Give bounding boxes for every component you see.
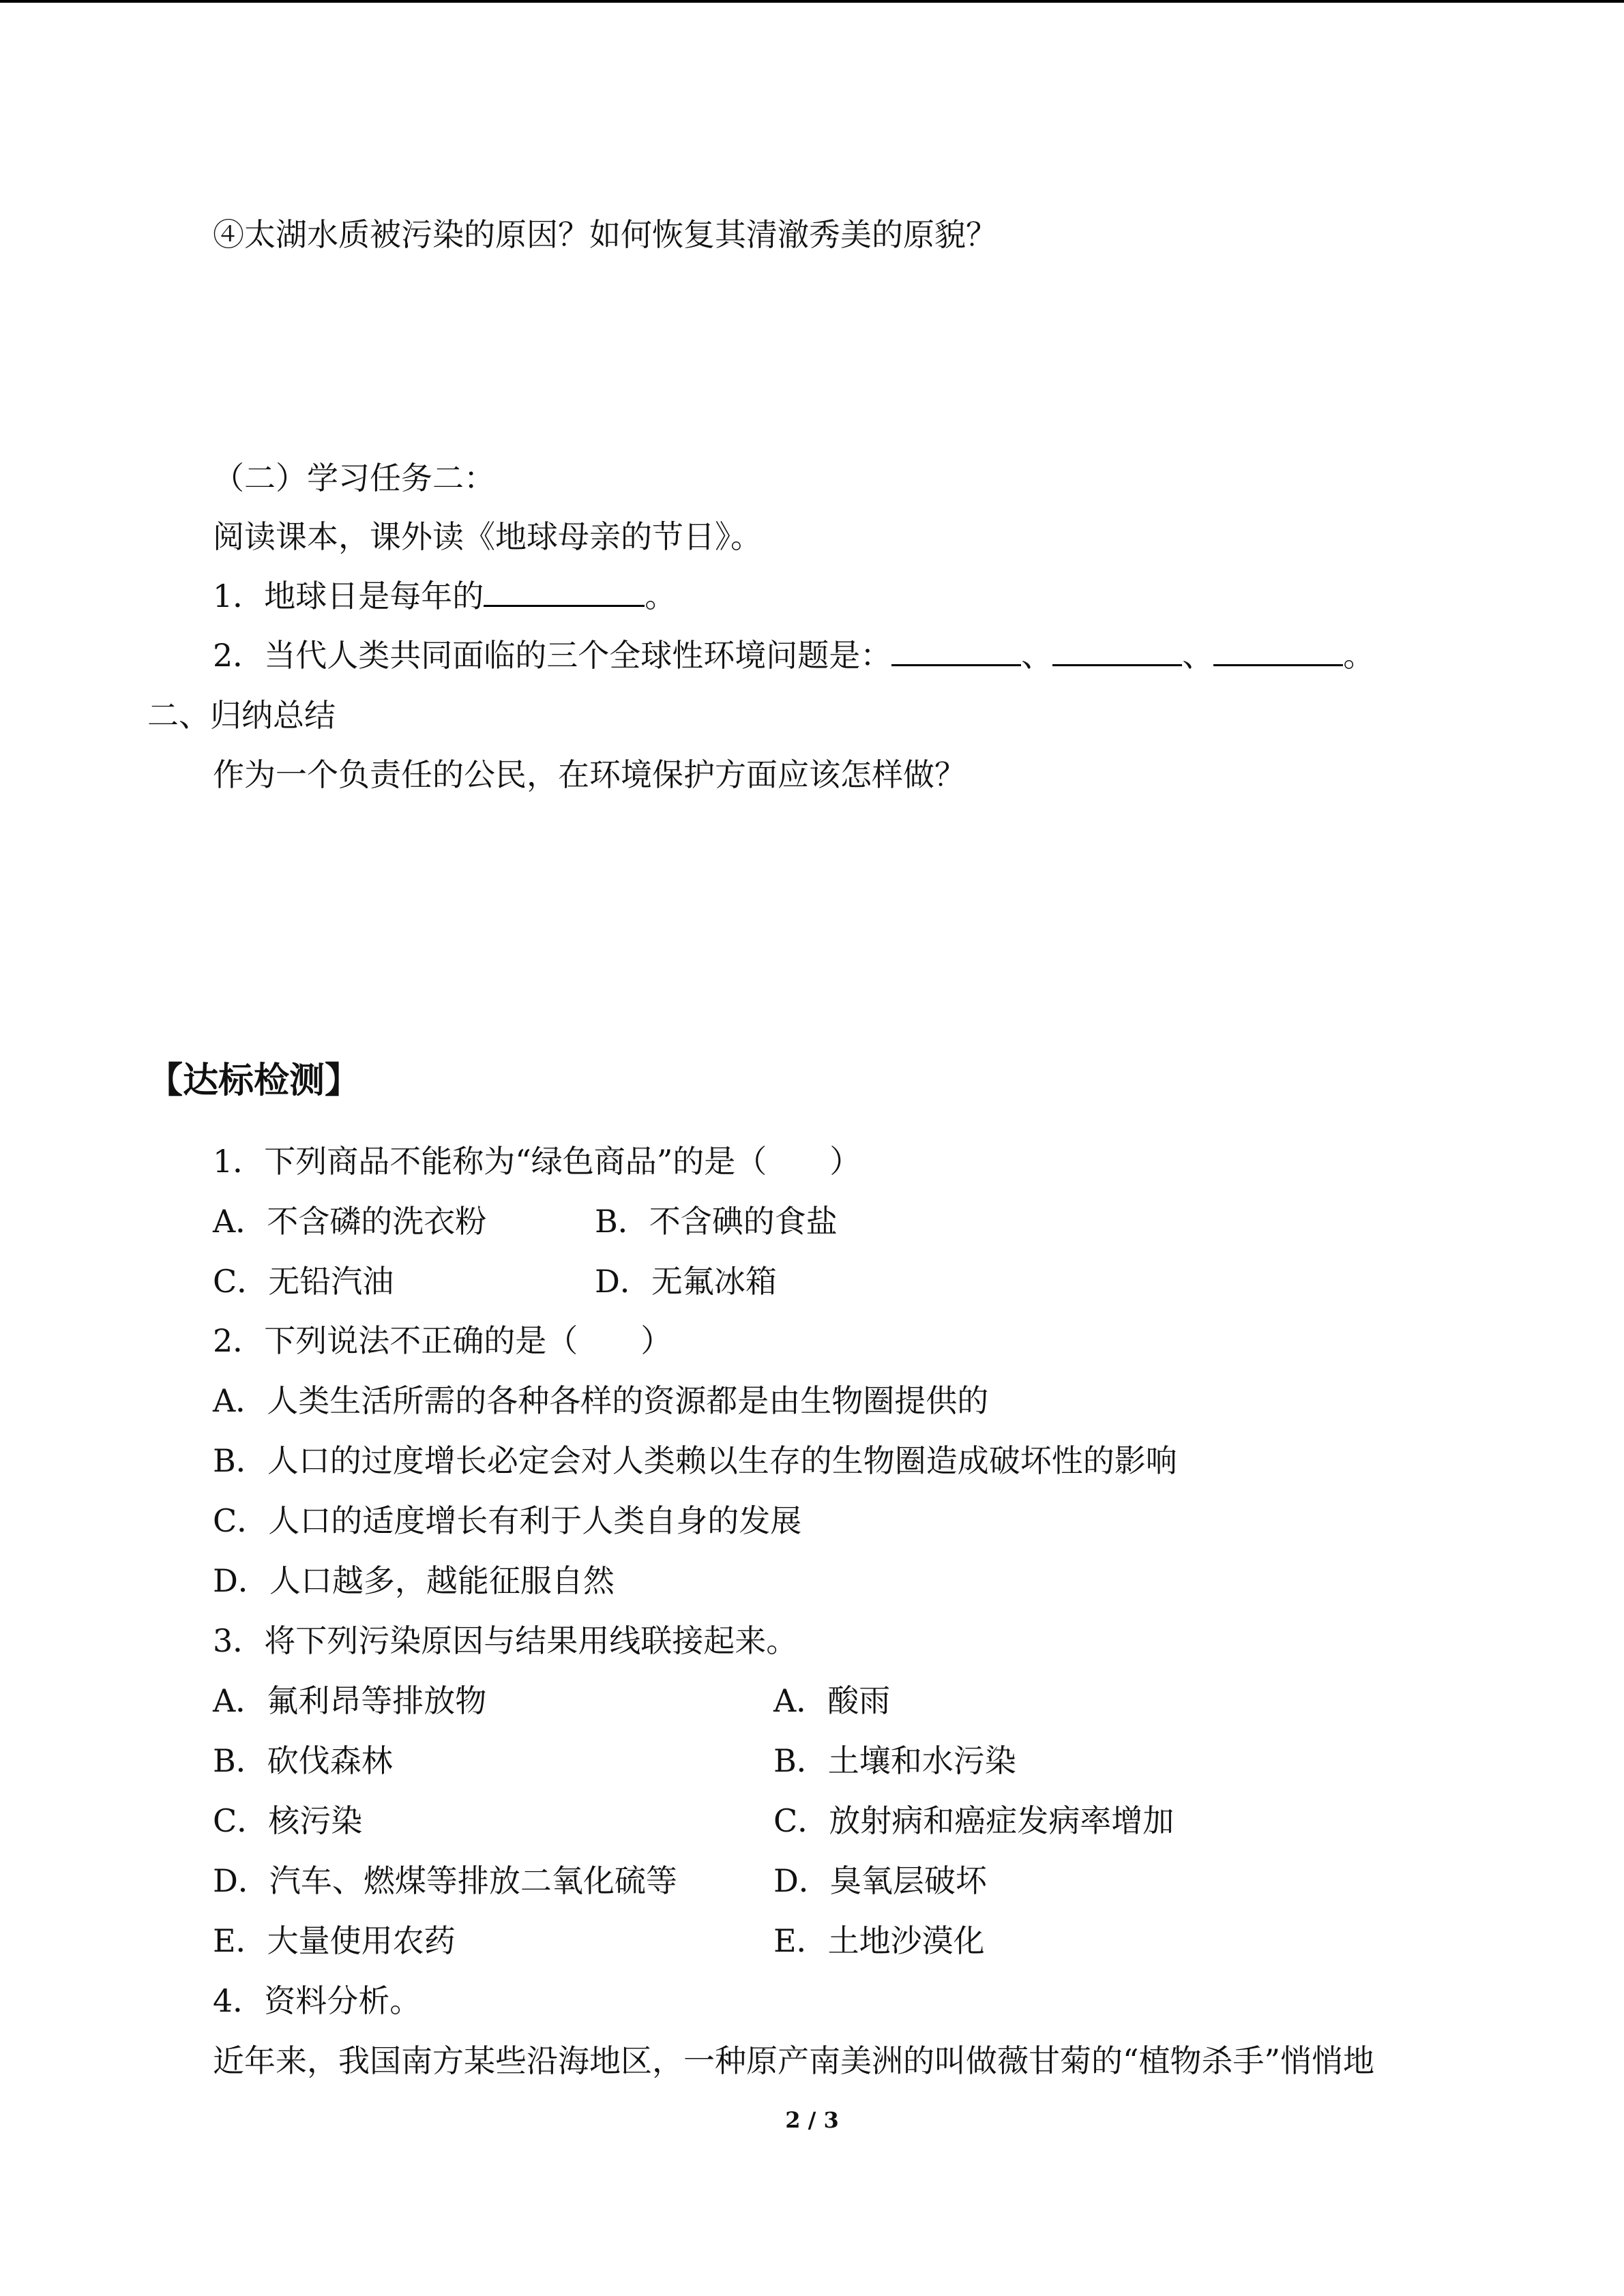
earth-day-question xyxy=(213,575,676,617)
check-q3: 3．将下列污染原因与结果用线联接起来。 xyxy=(213,1622,798,1659)
problem-blank-3[interactable] xyxy=(1213,634,1343,666)
pollution-result-e: E．土地沙漠化 xyxy=(773,1922,985,1959)
summary-title: 二、归纳总结 xyxy=(147,697,336,734)
task2-reading: 阅读课本，课外读《地球母亲的节日》。 xyxy=(213,518,762,555)
global-problems-question xyxy=(213,634,1374,676)
pollution-cause-e: E．大量使用农药 xyxy=(213,1922,456,1959)
end-period: 。 xyxy=(1343,637,1375,674)
pollution-cause-c: C．核污染 xyxy=(213,1802,363,1839)
pollution-result-b: B．土壤和水污染 xyxy=(773,1742,1016,1779)
check-q2-option-b: B．人口的过度增长必定会对人类赖以生存的生物圈造成破坏性的影响 xyxy=(213,1442,1177,1479)
check-q2-option-a: A．人类生活所需的各种各样的资源都是由生物圈提供的 xyxy=(213,1382,989,1419)
separator-1: 、 xyxy=(1021,637,1053,674)
page-top-rule xyxy=(0,0,1624,3)
check-q4-text: 近年来，我国南方某些沿海地区，一种原产南美洲的叫做薇甘菊的“植物杀手”悄悄地 xyxy=(213,2042,1375,2079)
task2-title: （二）学习任务二： xyxy=(213,460,495,496)
pollution-cause-a: A．氟利昂等排放物 xyxy=(213,1682,487,1719)
pollution-cause-d: D．汽车、燃煤等排放二氧化硫等 xyxy=(213,1862,677,1899)
check-q1-option-c: C．无铅汽油 xyxy=(213,1263,394,1300)
pollution-result-c: C．放射病和癌症发病率增加 xyxy=(773,1802,1175,1839)
pollution-result-a: A．酸雨 xyxy=(773,1682,891,1719)
check-q4: 4．资料分析。 xyxy=(213,1982,422,2019)
check-q2-option-c: C．人口的适度增长有利于人类自身的发展 xyxy=(213,1502,802,1539)
earth-day-suffix: 。 xyxy=(645,578,677,614)
problem-blank-1[interactable] xyxy=(891,634,1021,666)
check-q1: 1．下列商品不能称为“绿色商品”的是（ ） xyxy=(213,1143,861,1180)
question-taihu: ④太湖水质被污染的原因？如何恢复其清澈秀美的原貌？ xyxy=(213,216,997,253)
check-q1-option-a: A．不含磷的洗衣粉 xyxy=(213,1203,487,1240)
pollution-result-d: D．臭氧层破坏 xyxy=(773,1862,987,1899)
pollution-cause-b: B．砍伐森林 xyxy=(213,1742,393,1779)
check-q1-option-d: D．无氟冰箱 xyxy=(595,1263,777,1300)
summary-question: 作为一个负责任的公民，在环境保护方面应该怎样做？ xyxy=(213,756,966,793)
problem-blank-2[interactable] xyxy=(1052,634,1182,666)
check-q2-option-d: D．人口越多，越能征服自然 xyxy=(213,1562,615,1599)
separator-2: 、 xyxy=(1182,637,1214,674)
page-number: 2 / 3 xyxy=(785,2107,839,2133)
check-section-title: 【达标检测】 xyxy=(147,1060,361,1101)
earth-day-prefix: 1．地球日是每年的 xyxy=(213,578,484,614)
earth-day-blank[interactable] xyxy=(484,575,645,607)
global-problems-prefix: 2．当代人类共同面临的三个全球性环境问题是： xyxy=(213,637,892,674)
check-q2: 2．下列说法不正确的是（ ） xyxy=(213,1322,673,1359)
check-q1-option-b: B．不含碘的食盐 xyxy=(595,1203,838,1240)
